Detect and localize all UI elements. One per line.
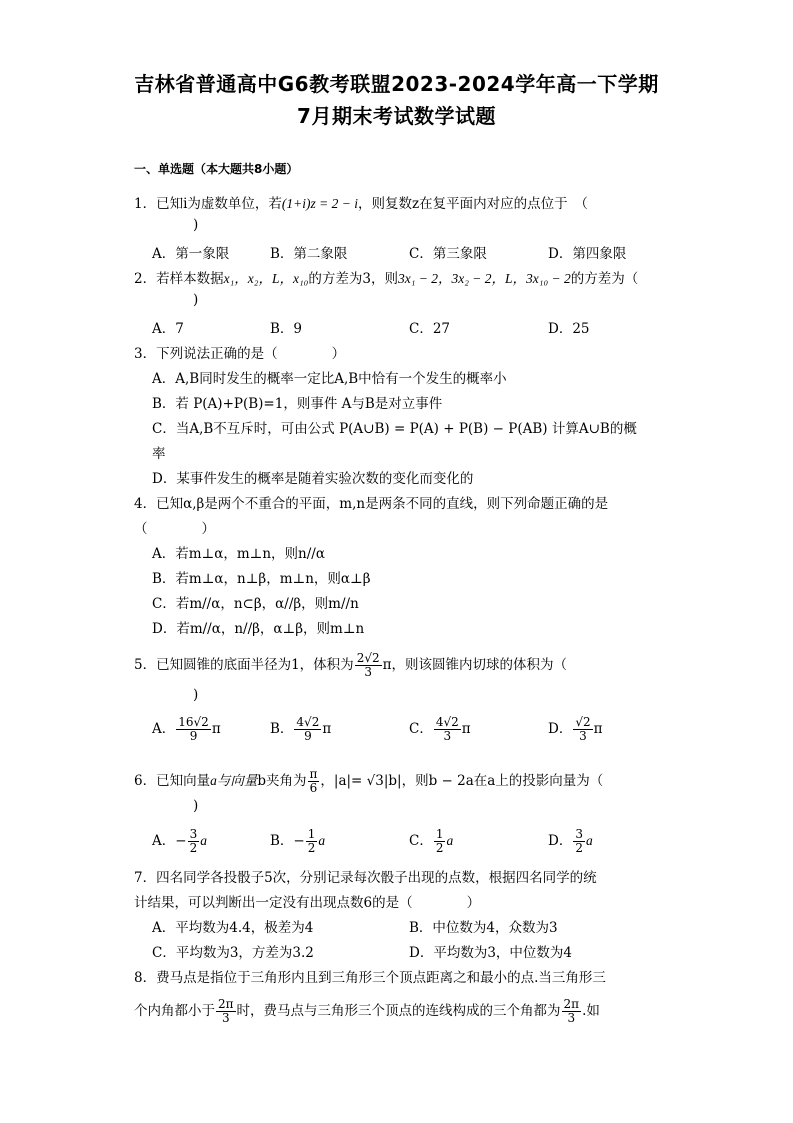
q1-stem: 1．已知i为虚数单位，若(1+i)z = 2 − i，则复数z在复平面内对应的点位于 （ [134, 196, 588, 212]
q2-option-b: B．9 [270, 321, 303, 337]
q2-stem: 2．若样本数据x₁，x₂，L，x₁₀的方差为3，则3x₁ − 2，3x₂ − 2，L，3x₁₀ − 2的方差为（ [134, 271, 639, 287]
section-heading: 一、单选题（本大题共8小题） [134, 162, 299, 176]
q7-stem-line2: 计结果，可以判断出一定没有出现点数6的是（ ） [134, 895, 481, 911]
q6-angle-fraction: $\frac{\pi}{6}$ [309, 767, 318, 796]
q6-stem: 6．已知向量a与向量b夹角为 $\frac{\pi}{6}$ ，|a|= √3|b|，则b − 2a在a上的投影向量为（ [134, 767, 604, 796]
q5-stem: 5．已知圆锥的底面半径为1，体积为 $\frac{2√2}{3}$ π，则该圆锥内切球的体积为（ [134, 651, 567, 680]
q6-option-c: C． $\frac{1}{2}$ a [409, 827, 454, 856]
q4-option-b: B．若m⊥α，n⊥β，m⊥n，则α⊥β [152, 571, 371, 587]
q3-option-c-cont: 率 [152, 446, 166, 462]
q7-option-b: B．中位数为4，众数为3 [409, 920, 558, 936]
q6-paren: ) [193, 798, 199, 814]
q1-paren: ) [193, 217, 199, 233]
q2-option-c: C．27 [409, 321, 451, 337]
q7-option-a: A．平均数为4.4，极差为4 [152, 920, 314, 936]
q1-option-b: B．第二象限 [270, 246, 348, 262]
q2-option-d: D．25 [548, 321, 590, 337]
q4-paren: （ ） [134, 521, 215, 537]
q6-option-b: B．− $\frac{1}{2}$ a [270, 827, 326, 856]
q2-paren: ) [193, 292, 199, 308]
q3-option-d: D．某事件发生的概率是随着实验次数的变化而变化的 [152, 471, 474, 487]
q5-option-c: C． $\frac{4√2}{3}$ π [409, 715, 471, 744]
q5-option-d: D． $\frac{√2}{3}$ π [548, 715, 603, 744]
q7-stem-line1: 7．四名同学各投骰子5次，分别记录每次骰子出现的点数，根据四名同学的统 [134, 870, 597, 886]
q3-option-b: B．若 P(A)+P(B)=1，则事件 A与B是对立事件 [152, 396, 443, 412]
q4-stem: 4．已知α,β是两个不重合的平面，m,n是两条不同的直线，则下列命题正确的是 [134, 496, 609, 512]
q4-option-d: D．若m//α，n//β，α⊥β，则m⊥n [152, 621, 365, 637]
q4-option-a: A．若m⊥α，m⊥n，则n//α [152, 546, 325, 562]
q3-stem: 3．下列说法正确的是（ ） [134, 346, 346, 362]
q1-option-a: A．第一象限 [152, 246, 230, 262]
q7-option-c: C．平均数为3，方差为3.2 [152, 945, 314, 961]
q4-option-c: C．若m//α，n⊂β，α//β，则m//n [152, 596, 359, 612]
q8-stem-line1: 8．费马点是指位于三角形内且到三角形三个顶点距离之和最小的点.当三角形三 [134, 970, 606, 986]
q5-option-b: B． $\frac{4√2}{9}$ π [270, 715, 332, 744]
q5-option-a: A． $\frac{16√2}{9}$ π [152, 715, 221, 744]
exam-title-line1: 吉林省普通高中G6教考联盟2023-2024学年高一下学期 [134, 72, 659, 96]
q8-stem-line2: 个内角都小于 $\frac{2\pi}{3}$ 时，费马点与三角形三个顶点的连线构成的三个角都为 $\frac{2\pi}{3}$ .如 [134, 997, 600, 1026]
q6-option-a: A．− $\frac{3}{2}$ a [152, 827, 207, 856]
q1-option-c: C．第三象限 [409, 246, 487, 262]
q7-option-d: D．平均数为3，中位数为4 [409, 945, 573, 961]
q5-paren: ) [193, 687, 199, 703]
q5-volume-fraction: $\frac{2√2}{3}$ [356, 651, 380, 680]
exam-title-line2: 7月期末考试数学试题 [297, 104, 496, 128]
q2-option-a: A．7 [152, 321, 184, 337]
q6-option-d: D． $\frac{3}{2}$ a [548, 827, 593, 856]
q1-option-d: D．第四象限 [548, 246, 627, 262]
q3-option-a: A．A,B同时发生的概率一定比A,B中恰有一个发生的概率小 [152, 371, 507, 387]
q3-option-c: C．当A,B不互斥时，可由公式 P(A∪B) = P(A) + P(B) − P(AB) 计算A∪B的概 [152, 421, 637, 437]
